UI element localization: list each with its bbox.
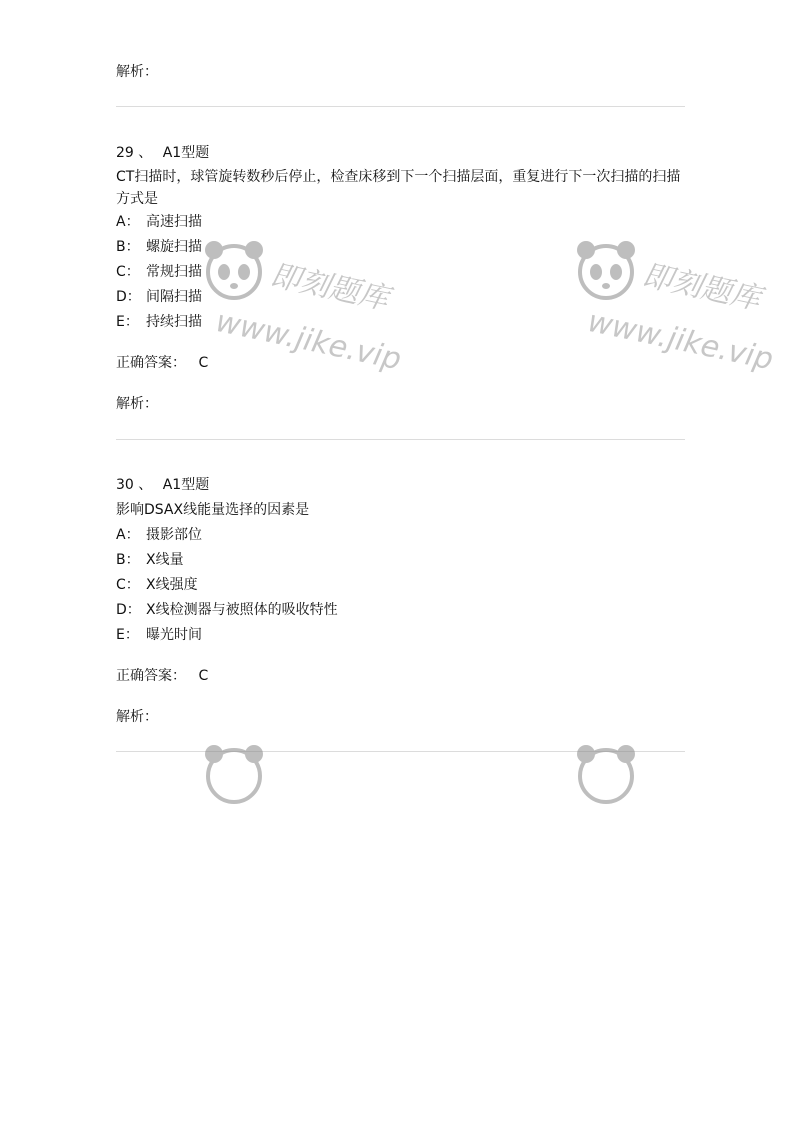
correct-answer: [116, 353, 208, 373]
option-e: [116, 625, 202, 645]
option-text: 曝光时间: [146, 627, 202, 643]
watermark-brand: 即刻题库: [639, 257, 764, 318]
option-text: X线检测器与被照体的吸收特性: [146, 602, 338, 618]
option-text: 螺旋扫描: [146, 239, 202, 255]
option-a: [116, 525, 202, 545]
question-number: 29 、: [116, 145, 153, 161]
analysis-label: 解析：: [116, 709, 158, 725]
option-text: 高速扫描: [146, 214, 202, 230]
option-text: 间隔扫描: [146, 289, 202, 305]
option-text: 常规扫描: [146, 264, 202, 280]
option-text: X线量: [146, 552, 184, 568]
option-letter: C：: [116, 577, 140, 593]
question-type: A1型题: [162, 145, 210, 161]
question-stem: CT扫描时，球管旋转数秒后停止，检查床移到下一个扫描层面，重复进行下一次扫描的扫描方式是: [116, 169, 681, 207]
panda-logo-icon: [200, 236, 268, 304]
option-text: 摄影部位: [146, 527, 202, 543]
option-letter: B：: [116, 239, 140, 255]
answer-value: C: [198, 668, 209, 684]
option-letter: C：: [116, 264, 140, 280]
question-header: [116, 475, 209, 495]
option-text: 持续扫描: [146, 314, 202, 330]
panda-logo-icon: [572, 236, 640, 304]
divider: [116, 751, 685, 752]
correct-answer: [116, 666, 208, 686]
option-letter: A：: [116, 214, 140, 230]
divider: [116, 106, 685, 107]
option-letter: D：: [116, 602, 141, 618]
analysis-label: 解析：: [116, 64, 158, 80]
option-d: [116, 287, 202, 307]
question-number: 30 、: [116, 477, 153, 493]
option-letter: E：: [116, 627, 139, 643]
option-b: [116, 550, 184, 570]
answer-label: 正确答案：: [116, 668, 186, 684]
watermark: [200, 232, 415, 377]
answer-value: C: [198, 355, 209, 371]
option-letter: D：: [116, 289, 141, 305]
question-type: A1型题: [162, 477, 210, 493]
watermark-url: www.jike.vip: [212, 304, 405, 378]
analysis-label: 解析：: [116, 396, 158, 412]
option-c: [116, 262, 202, 282]
option-e: [116, 312, 202, 332]
option-d: [116, 600, 338, 620]
watermark: [572, 232, 777, 378]
option-text: X线强度: [146, 577, 198, 593]
option-letter: B：: [116, 552, 140, 568]
question-stem: 影响DSAX线能量选择的因素是: [116, 502, 310, 518]
option-b: [116, 237, 202, 257]
option-c: [116, 575, 198, 595]
question-header: [116, 143, 209, 163]
option-letter: A：: [116, 527, 140, 543]
option-a: [116, 212, 202, 232]
divider: [116, 439, 685, 440]
watermark-brand: 即刻题库: [267, 257, 392, 318]
answer-label: 正确答案：: [116, 355, 186, 371]
watermark-url: www.jike.vip: [584, 304, 777, 378]
option-letter: E：: [116, 314, 139, 330]
